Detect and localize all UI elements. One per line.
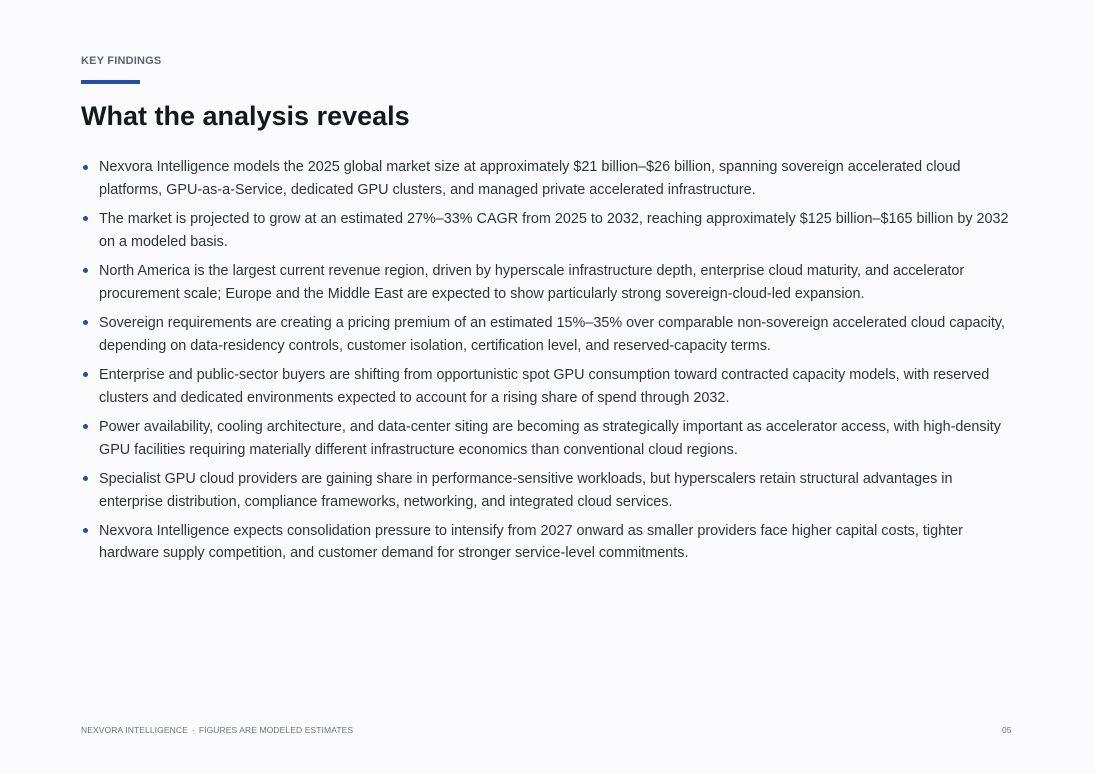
bullet-icon bbox=[83, 528, 88, 533]
bullet-icon bbox=[83, 165, 88, 170]
finding-item bbox=[81, 208, 1016, 253]
footer-disclaimer: FIGURES ARE MODELED ESTIMATES bbox=[198, 725, 354, 735]
finding-item bbox=[81, 520, 1016, 565]
finding-text: Power availability, cooling architecture, and data-center siting are becoming as strategically important as accelerator access, with high-density GPU facilities requiring materially different infrastructure economics than conventional cloud regions. bbox=[99, 418, 1001, 458]
bullet-icon bbox=[83, 320, 88, 325]
findings-list bbox=[81, 156, 1016, 572]
finding-text: Sovereign requirements are creating a pricing premium of an estimated 15%–35% over comparable non-sovereign accelerated cloud capacity, depending on data-residency controls, customer isolation, certification level, and reserved-capacity terms. bbox=[99, 314, 1006, 354]
finding-text: Nexvora Intelligence models the 2025 global market size at approximately $21 billion–$26 billion, spanning sovereign accelerated cloud platforms, GPU-as-a-Service, dedicated GPU clusters, and managed private accelerated infrastructure. bbox=[99, 159, 961, 198]
footer-brand: NEXVORA INTELLIGENCE bbox=[81, 725, 188, 735]
page-number: 05 bbox=[1002, 725, 1012, 735]
page-title: What the analysis reveals bbox=[81, 101, 410, 131]
finding-text: North America is the largest current revenue region, driven by hyperscale infrastructure depth, enterprise cloud maturity, and accelerator procurement scale; Europe and the Middle East are expected to show particularly strong sovereign-cloud-led expansion. bbox=[99, 262, 965, 302]
bullet-icon bbox=[83, 424, 88, 429]
finding-item bbox=[81, 312, 1016, 357]
footer-note bbox=[81, 725, 353, 735]
finding-item bbox=[81, 416, 1016, 461]
finding-text: Enterprise and public-sector buyers are shifting from opportunistic spot GPU consumption toward contracted capacity models, with reserved clusters and dedicated environments expected to account for a rising share of spend through 2032. bbox=[99, 366, 990, 406]
section-kicker: KEY FINDINGS bbox=[81, 55, 162, 67]
bullet-icon bbox=[83, 372, 88, 377]
bullet-icon bbox=[83, 216, 88, 221]
finding-item bbox=[81, 364, 1016, 409]
finding-item bbox=[81, 468, 1016, 513]
finding-item bbox=[81, 156, 1016, 201]
bullet-icon bbox=[83, 476, 88, 481]
finding-text: The market is projected to grow at an estimated 27%–33% CAGR from 2025 to 2032, reaching approximately $125 billion–$165 billion by 2032 on a modeled basis. bbox=[99, 210, 1009, 250]
bullet-icon bbox=[83, 268, 88, 273]
finding-text: Specialist GPU cloud providers are gaining share in performance-sensitive workloads, but hyperscalers retain structural advantages in enterprise distribution, compliance frameworks, networking, and integrated cloud services. bbox=[99, 470, 953, 510]
finding-item bbox=[81, 260, 1016, 305]
footer-separator: · bbox=[191, 725, 195, 735]
accent-bar bbox=[81, 80, 140, 84]
finding-text: Nexvora Intelligence expects consolidation pressure to intensify from 2027 onward as smaller providers face higher capital costs, tighter hardware supply competition, and customer demand for stronger service-level commitments. bbox=[99, 522, 963, 562]
